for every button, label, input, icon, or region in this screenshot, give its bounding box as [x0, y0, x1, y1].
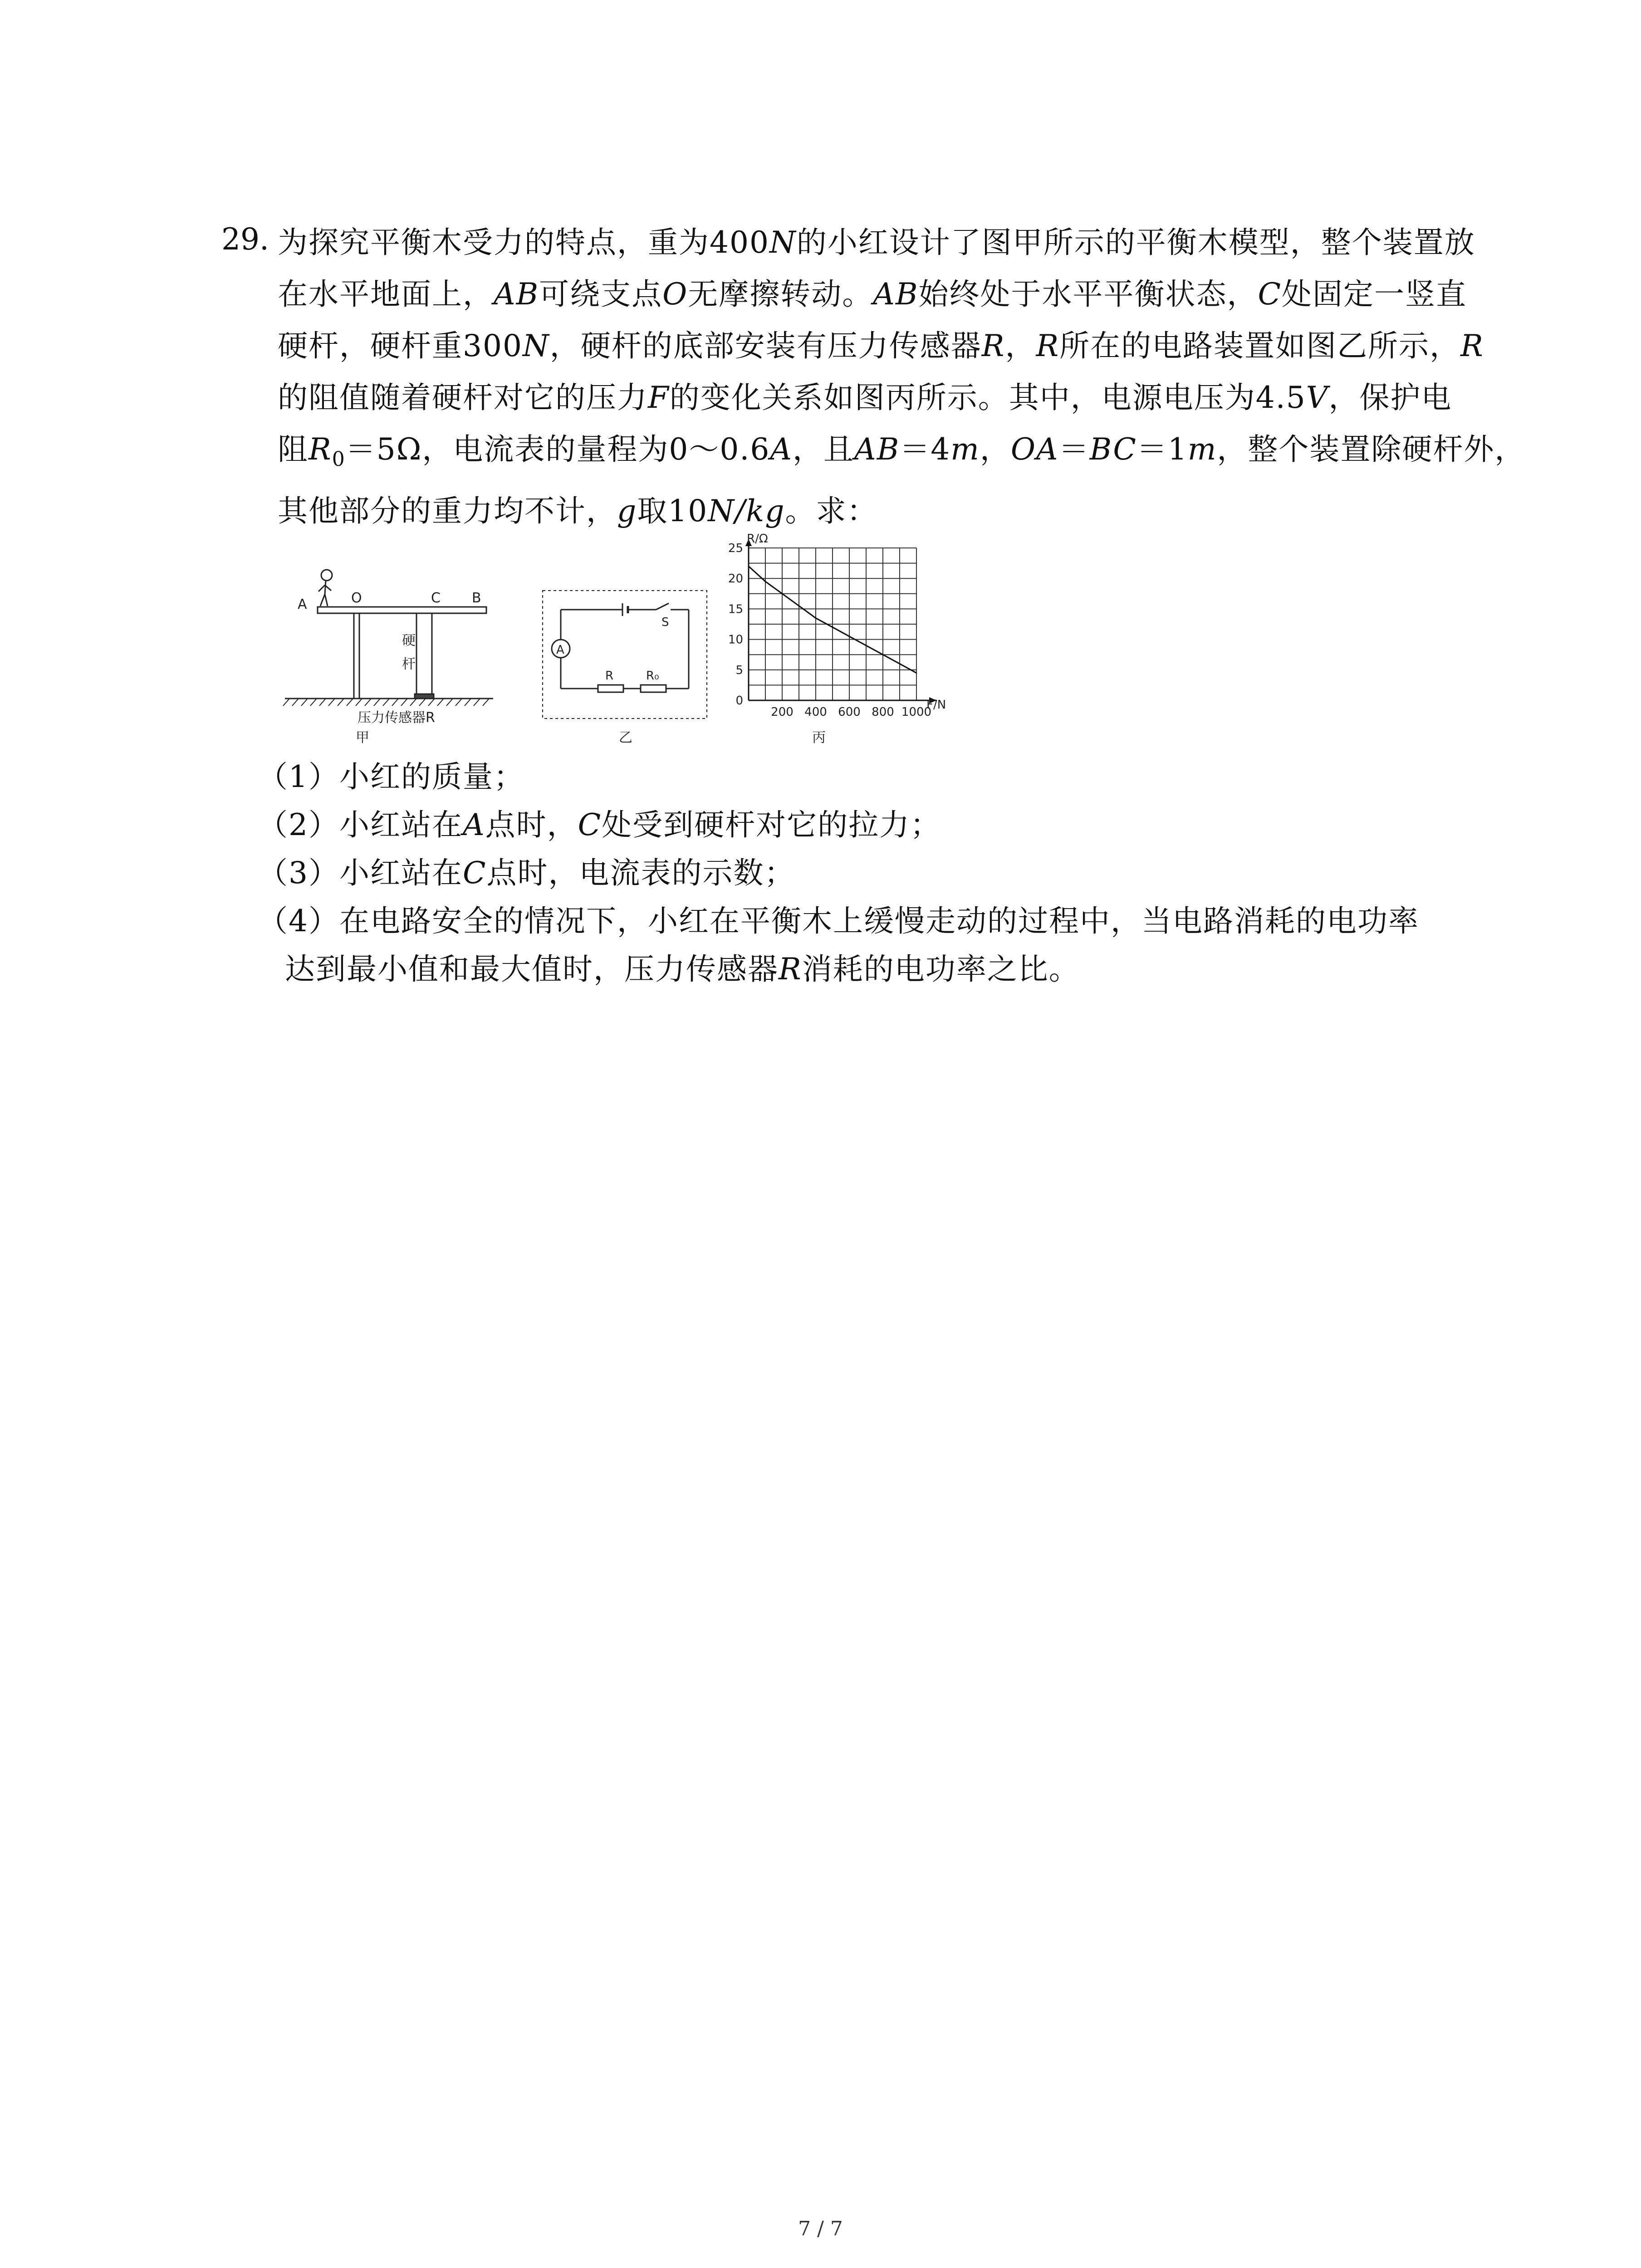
text-run: 点时，电流表的示数； — [486, 855, 795, 890]
resistor-R-label: R — [605, 669, 614, 683]
text-run: （3）小红站在 — [258, 855, 463, 890]
text-run: A — [463, 807, 485, 842]
text-run: 0 — [332, 448, 346, 471]
stem-line — [278, 372, 1466, 424]
x-tick-label: 800 — [872, 705, 894, 719]
text-run: AB — [854, 432, 900, 467]
text-run: 处固定一竖直 — [1281, 277, 1467, 312]
ammeter-label: A — [556, 643, 564, 657]
text-run: N — [769, 225, 797, 260]
text-run: ， — [980, 432, 1011, 467]
data-point — [765, 581, 766, 582]
text-run: 的小红设计了图甲所示的平衡木模型，整个装置放 — [796, 225, 1475, 260]
ground-hatch — [283, 699, 489, 706]
x-tick-label: 1000 — [901, 705, 932, 719]
stem-line — [278, 217, 1475, 269]
text-run: C — [463, 855, 487, 890]
text-run: ，且 — [793, 432, 855, 467]
text-run: （2）小红站在 — [258, 807, 463, 842]
text-run: 4.5 — [1255, 380, 1306, 415]
text-run: R — [1460, 328, 1484, 363]
switch-blade — [656, 603, 669, 610]
figure-jia — [283, 570, 493, 706]
text-run: O — [662, 277, 688, 312]
y-tick-label: 5 — [735, 663, 743, 677]
text-run: ，硬杆的底部安装有压力传感器 — [549, 328, 982, 363]
label-C: C — [431, 590, 441, 606]
text-run: N/kg — [708, 494, 785, 528]
chart-xlabel: F/N — [926, 698, 946, 712]
figure-bing-chart — [728, 539, 936, 719]
caption-jia: 甲 — [356, 730, 369, 746]
text-run: 阻 — [278, 432, 309, 467]
label-O: O — [351, 590, 362, 606]
text-run: 达到最小值和最大值时，压力传感器 — [285, 952, 779, 987]
text-run: BC — [1089, 432, 1137, 467]
text-run: ，整个装置除硬杆外， — [1217, 432, 1526, 467]
text-run: OA — [1010, 432, 1059, 467]
resistor-R0 — [641, 685, 666, 692]
figure-yi — [543, 591, 707, 719]
text-run: N — [522, 328, 550, 363]
stem-line — [278, 269, 1466, 320]
y-tick-label: 25 — [728, 542, 743, 555]
figures-svg — [278, 526, 1008, 758]
text-run: m — [950, 432, 980, 467]
text-run: 的阻值随着硬杆对它的压力 — [278, 380, 648, 415]
text-run: g — [617, 494, 637, 528]
resistor-R0-label: R₀ — [646, 669, 659, 683]
text-run: C — [1258, 277, 1282, 312]
text-run: 无摩擦转动。 — [688, 277, 873, 312]
y-tick-label: 15 — [728, 602, 743, 616]
text-run: C — [578, 807, 602, 842]
x-tick-label: 600 — [838, 705, 861, 719]
text-run: ＝4 — [900, 432, 951, 467]
text-run: 处受到硬杆对它的拉力； — [602, 807, 941, 842]
sensor-label: 压力传感器R — [358, 710, 435, 726]
text-run: 在水平地面上， — [278, 277, 494, 312]
pressure-sensor — [415, 694, 434, 699]
subquestion-4 — [258, 897, 1483, 945]
text-run: 为探究平衡木受力的特点，重为 — [278, 225, 710, 260]
x-tick-label: 200 — [771, 705, 794, 719]
text-run: 取10 — [637, 494, 708, 528]
subquestion-1 — [258, 753, 1483, 801]
text-run: R — [779, 952, 802, 987]
text-run: 。求： — [785, 494, 878, 528]
text-run: ， — [1005, 328, 1036, 363]
text-run: 消耗的电功率之比。 — [802, 952, 1080, 987]
subquestion-2 — [258, 801, 1483, 849]
subquestions — [258, 753, 1483, 993]
rod-label: 硬 — [402, 633, 416, 649]
text-run: 400 — [710, 225, 769, 260]
text-run: R — [1036, 328, 1060, 363]
caption-yi: 乙 — [619, 730, 632, 746]
switch-label: S — [661, 616, 669, 629]
text-run: ＝1 — [1136, 432, 1188, 467]
text-run: F — [648, 380, 670, 415]
text-run: 300 — [463, 328, 523, 363]
stem-line — [278, 424, 1526, 485]
text-run: R — [981, 328, 1005, 363]
stem-line — [278, 320, 1484, 372]
text-run: m — [1187, 432, 1217, 467]
figures — [278, 526, 1008, 758]
question-stem — [278, 217, 1526, 537]
text-run: AB — [873, 277, 919, 312]
text-run: AB — [494, 277, 539, 312]
y-tick-label: 10 — [728, 633, 743, 647]
caption-bing: 丙 — [812, 730, 826, 746]
text-run: V — [1306, 380, 1329, 415]
label-B: B — [472, 590, 481, 606]
person-figure — [318, 570, 332, 606]
page-footer: 7 / 7 — [798, 2217, 843, 2240]
y-tick-label: 0 — [735, 694, 743, 708]
text-run: 硬杆，硬杆重 — [278, 328, 463, 363]
text-run: ＝ — [1058, 432, 1090, 467]
subquestion-4-continued — [258, 945, 1483, 993]
rod-label: 杆 — [402, 656, 416, 672]
x-tick-label: 400 — [804, 705, 827, 719]
support-post — [354, 613, 359, 699]
text-run: ＝5Ω，电流表的量程为0～0.6 — [345, 432, 770, 467]
label-A: A — [298, 596, 307, 612]
resistor-R — [598, 685, 623, 692]
question-number: 29. — [221, 222, 269, 257]
text-run: 可绕支点 — [539, 277, 663, 312]
hard-rod — [416, 613, 432, 694]
text-run: ，保护电 — [1328, 380, 1452, 415]
y-tick-label: 20 — [728, 572, 743, 586]
text-run: 其他部分的重力均不计， — [278, 494, 617, 528]
text-run: A — [770, 432, 793, 467]
subquestion-3 — [258, 849, 1483, 897]
data-point — [782, 593, 783, 594]
text-run: 所在的电路装置如图乙所示， — [1059, 328, 1461, 363]
text-run: 始终处于水平平衡状态， — [918, 277, 1258, 312]
text-run: R — [309, 432, 332, 467]
beam — [318, 607, 486, 613]
text-run: （1）小红的质量； — [258, 759, 524, 794]
text-run: （4）在电路安全的情况下，小红在平衡木上缓慢走动的过程中，当电路消耗的电功率 — [258, 904, 1419, 938]
chart-ylabel: R/Ω — [747, 532, 768, 546]
data-point — [866, 645, 867, 646]
text-run: 点时， — [485, 807, 578, 842]
text-run: 的变化关系如图丙所示。其中，电源电压为 — [669, 380, 1256, 415]
